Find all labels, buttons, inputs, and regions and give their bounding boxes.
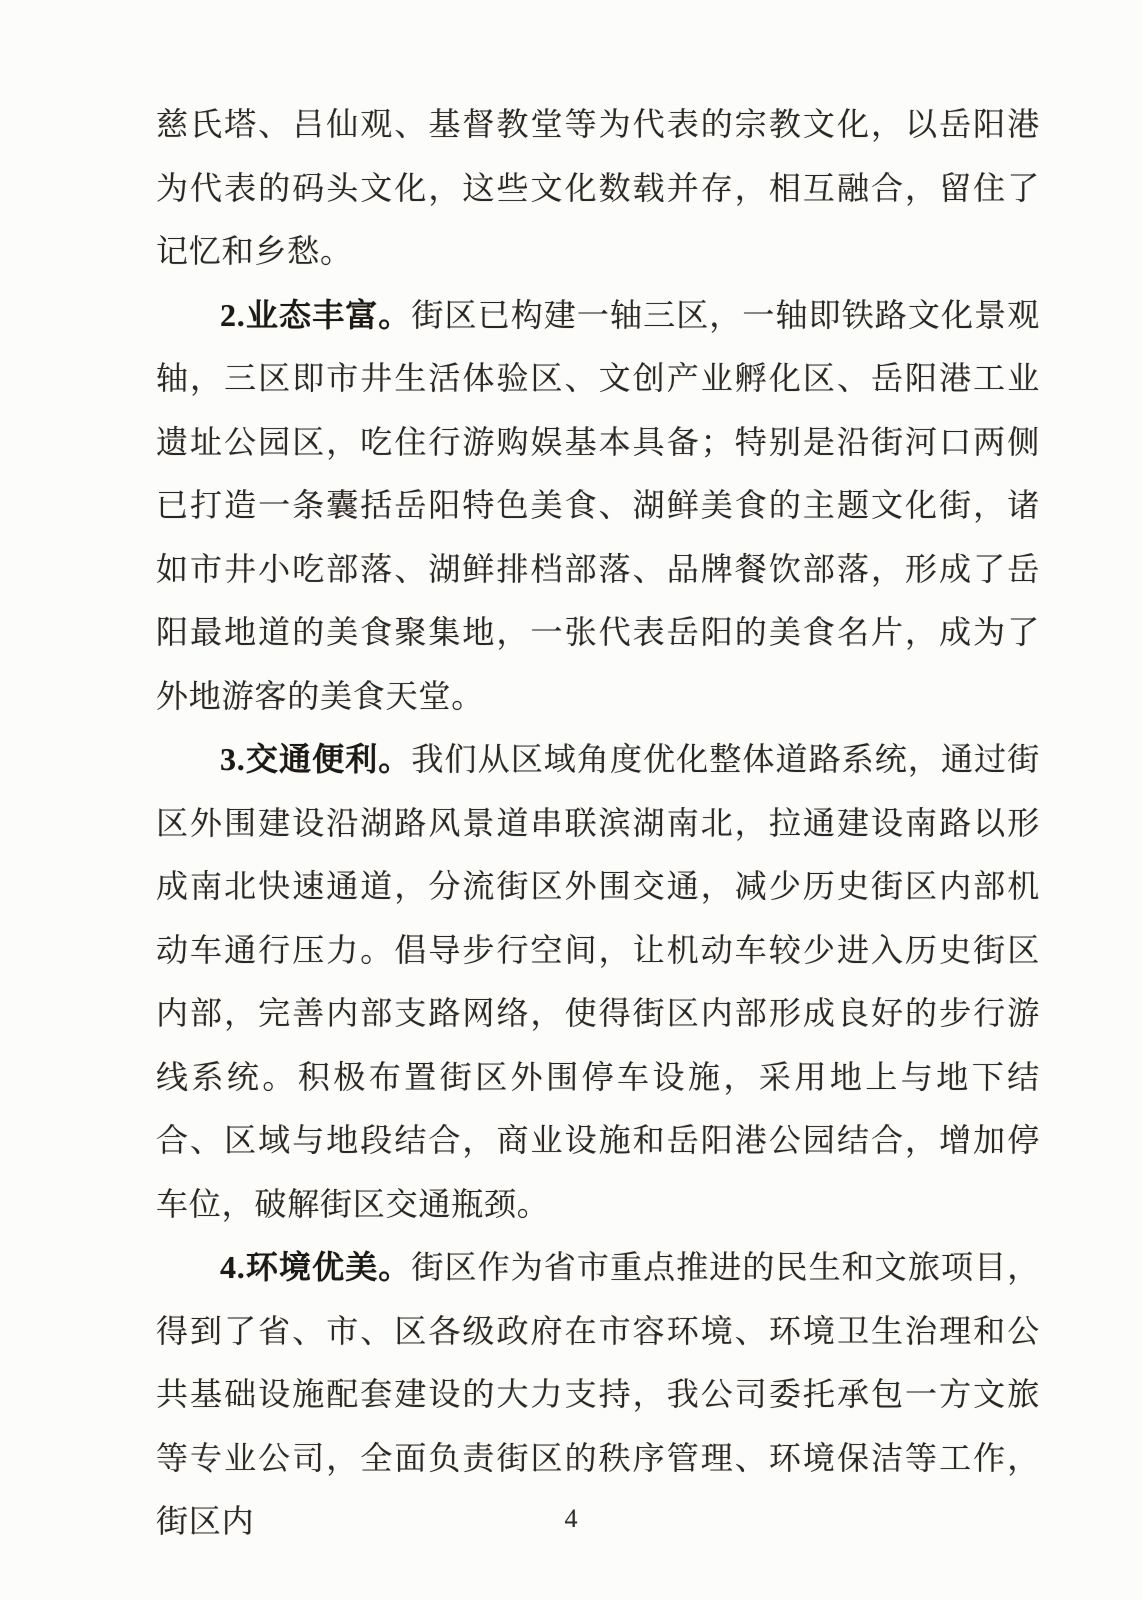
paragraph: [156, 728, 1040, 1236]
paragraph: [156, 93, 1040, 284]
paragraph: [156, 284, 1040, 729]
paragraph-lead: 2.业态丰富。: [220, 296, 412, 333]
paragraph-text: 慈氏塔、吕仙观、基督教堂等为代表的宗教文化，以岳阳港为代表的码头文化，这些文化数载并存，相互融合，留住了记忆和乡愁。: [156, 106, 1040, 269]
paragraph-text: 我们从区域角度优化整体道路系统，通过街区外围建设沿湖路风景道串联滨湖南北，拉通建设南路以形成南北快速通道，分流街区外围交通，减少历史街区内部机动车通行压力。倡导步行空间，让机动车较少进入历史街区内部，完善内部支路网络，使得街区内部形成良好的步行游线系统。积极布置街区外围停车设施，采用地上与地下结合、区域与地段结合，商业设施和岳阳港公园结合，增加停车位，破解街区交通瓶颈。: [156, 741, 1040, 1222]
paragraph-text: 街区已构建一轴三区，一轴即铁路文化景观轴，三区即市井生活体验区、文创产业孵化区、岳阳港工业遗址公园区，吃住行游购娱基本具备；特别是沿街河口两侧已打造一条囊括岳阳特色美食、湖鲜美食的主题文化街，诸如市井小吃部落、湖鲜排档部落、品牌餐饮部落，形成了岳阳最地道的美食聚集地，一张代表岳阳的美食名片，成为了外地游客的美食天堂。: [156, 296, 1040, 714]
paragraph-text: 街区作为省市重点推进的民生和文旅项目，得到了省、市、区各级政府在市容环境、环境卫生治理和公共基础设施配套建设的大力支持，我公司委托承包一方文旅等专业公司，全面负责街区的秩序管理、环境保洁等工作，街区内: [156, 1249, 1040, 1539]
paragraph-lead: 4.环境优美。: [220, 1249, 412, 1285]
page-footer: [0, 1504, 1142, 1534]
document-body: [156, 93, 1040, 1554]
page-number: 4: [564, 1504, 578, 1533]
paragraph-lead: 3.交通便利。: [220, 741, 412, 777]
